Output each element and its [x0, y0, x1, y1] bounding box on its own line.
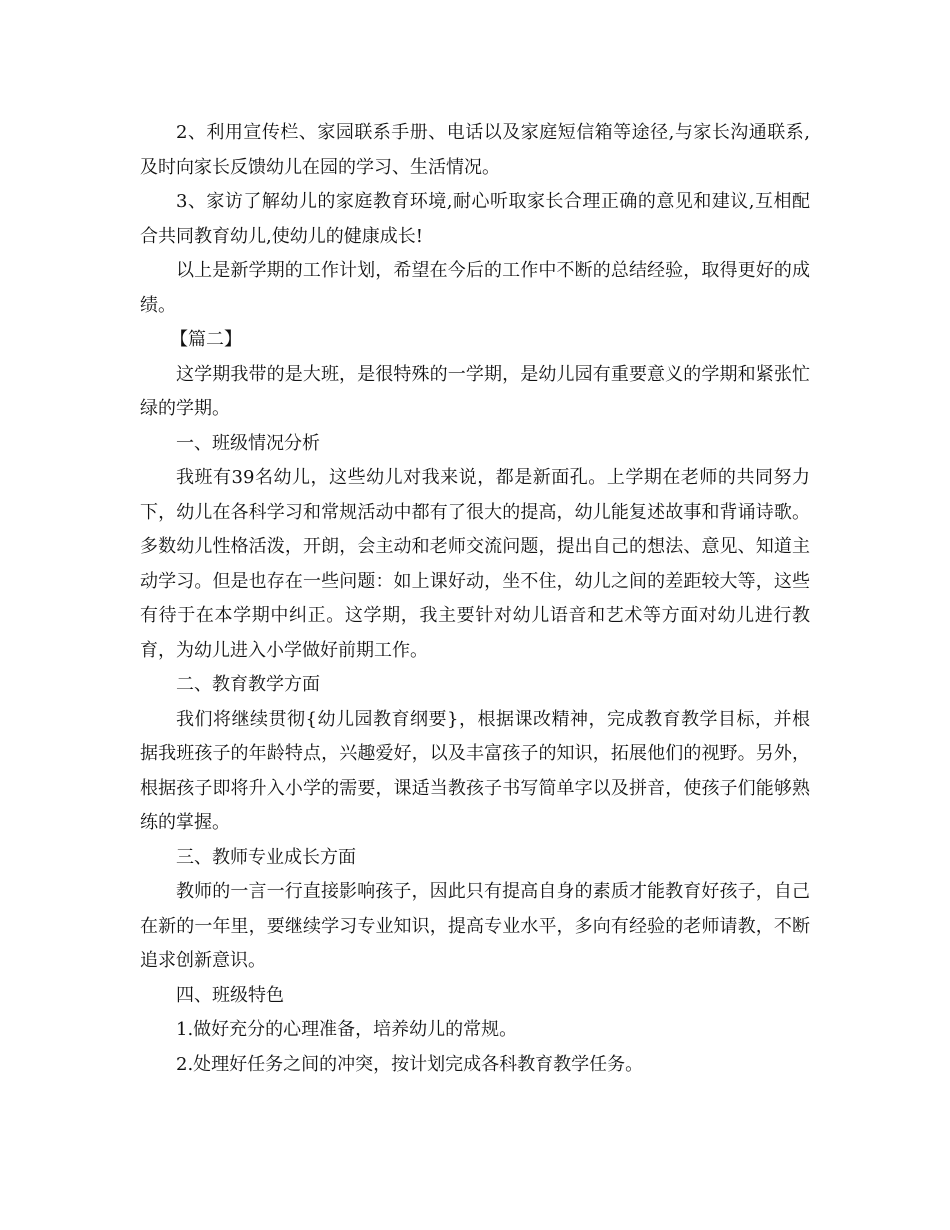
document-page [140, 116, 810, 1082]
paragraph-teacher-growth: 教师的一言一行直接影响孩子，因此只有提高自身的素质才能教育好孩子，自己在新的一年里，要继续学习专业知识，提高专业水平，多向有经验的老师请教，不断追求创新意识。 [140, 881, 810, 971]
list-item-feature-1: 1.做好充分的心理准备，培养幼儿的常规。 [176, 1019, 518, 1040]
paragraph-intro: 这学期我带的是大班，是很特殊的一学期，是幼儿园有重要意义的学期和紧张忙绿的学期。 [140, 363, 810, 419]
paragraph-conclusion: 以上是新学期的工作计划，希望在今后的工作中不断的总结经验，取得更好的成绩。 [140, 260, 810, 316]
list-item-feature-2: 2.处理好任务之间的冲突，按计划完成各科教育教学任务。 [176, 1053, 644, 1075]
heading-class-features: 四、班级特色 [176, 984, 284, 1006]
section-title-part-two: 【篇二】 [170, 329, 242, 350]
heading-teacher-growth: 三、教师专业成长方面 [176, 846, 356, 868]
paragraph-home-contact: 2、利用宣传栏、家园联系手册、电话以及家庭短信箱等途径,与家长沟通联系,及时向家长反馈幼儿在园的学习、生活情况。 [140, 122, 810, 178]
heading-class-analysis: 一、班级情况分析 [176, 432, 320, 454]
heading-teaching: 二、教育教学方面 [176, 674, 320, 695]
paragraph-class-analysis: 我班有39名幼儿，这些幼儿对我来说，都是新面孔。上学期在老师的共同努力下，幼儿在各科学习和常规活动中都有了很大的提高，幼儿能复述故事和背诵诗歌。多数幼儿性格活泼，开朗，会主动和老师交流问题，提出自己的想法、意见、知道主动学习。但是也存在一些问题：如上课好动，坐不住，幼儿之间的差距较大等，这些有待于在本学期中纠正。这学期，我主要针对幼儿语音和艺术等方面对幼儿进行教育，为幼儿进入小学做好前期工作。 [140, 467, 810, 661]
paragraph-teaching: 我们将继续贯彻{幼儿园教育纲要}，根据课改精神，完成教育教学目标，并根据我班孩子的年龄特点，兴趣爱好，以及丰富孩子的知识，拓展他们的视野。另外，根据孩子即将升入小学的需要，课适当教孩子书写简单字以及拼音，使孩子们能够熟练的掌握。 [140, 708, 810, 833]
paragraph-home-visit: 3、家访了解幼儿的家庭教育环境,耐心听取家长合理正确的意见和建议,互相配合共同教育幼儿,使幼儿的健康成长! [140, 191, 810, 247]
